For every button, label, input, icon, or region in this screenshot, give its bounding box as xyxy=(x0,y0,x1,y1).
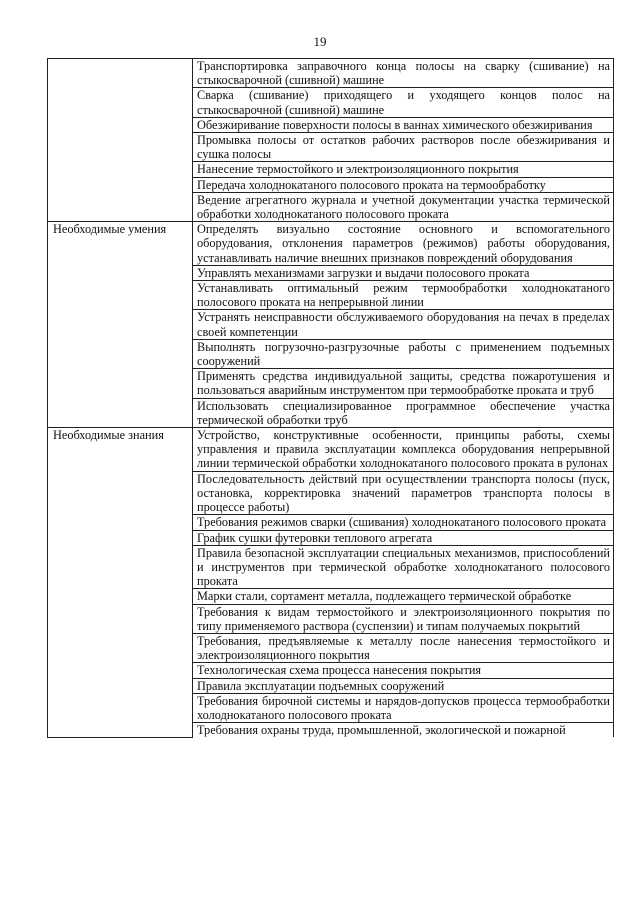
requirement-cell: Ведение агрегатного журнала и учетной документации участка термической обработки холоднокатаного полосового проката xyxy=(193,192,614,221)
section-heading-required-knowledge: Необходимые знания xyxy=(48,428,193,738)
requirement-cell: Управлять механизмами загрузки и выдачи полосового проката xyxy=(193,265,614,280)
requirement-cell: Требования режимов сварки (сшивания) холоднокатаного полосового проката xyxy=(193,515,614,530)
requirement-cell: Передача холоднокатаного полосового проката на термообработку xyxy=(193,177,614,192)
requirement-cell: Требования к видам термостойкого и электроизоляционного покрытия по типу применяемого раствора (суспензии) и типам получаемых покрытий xyxy=(193,604,614,633)
section-heading-required-skills: Необходимые умения xyxy=(48,222,193,428)
requirement-cell: Требования, предъявляемые к металлу после нанесения термостойкого и электроизоляционного покрытия xyxy=(193,633,614,662)
requirement-cell: Требования охраны труда, промышленной, экологической и пожарной xyxy=(193,723,614,738)
table-row xyxy=(48,222,614,266)
requirement-cell: Последовательность действий при осуществлении транспорта полосы (пуск, остановка, корректировка значений параметров транспорта полосы в процессе работы) xyxy=(193,471,614,515)
requirement-cell: Технологическая схема процесса нанесения покрытия xyxy=(193,663,614,678)
competency-table xyxy=(47,58,614,738)
requirement-cell: Применять средства индивидуальной защиты, средства пожаротушения и пользоваться аварийным инструментом при термообработке проката и труб xyxy=(193,369,614,398)
table-row xyxy=(48,59,614,88)
requirement-cell: Марки стали, сортамент металла, подлежащего термической обработке xyxy=(193,589,614,604)
requirement-cell: Выполнять погрузочно-разгрузочные работы с применением подъемных сооружений xyxy=(193,339,614,368)
requirement-cell: Транспортировка заправочного конца полосы на сварку (сшивание) на стыкосварочной (сшивной) машине xyxy=(193,59,614,88)
requirement-cell: Сварка (сшивание) приходящего и уходящего концов полос на стыкосварочной (сшивной) машине xyxy=(193,88,614,117)
requirement-cell: Правила безопасной эксплуатации специальных механизмов, приспособлений и инструментов при термической обработке холоднокатаного полосового проката xyxy=(193,545,614,589)
requirement-cell: Использовать специализированное программное обеспечение участка термической обработки труб xyxy=(193,398,614,427)
requirement-cell: Обезжиривание поверхности полосы в ваннах химического обезжиривания xyxy=(193,117,614,132)
competency-table-body xyxy=(48,59,614,738)
table-row xyxy=(48,428,614,472)
page-number: 19 xyxy=(313,34,327,49)
requirement-cell: Определять визуально состояние основного и вспомогательного оборудования, отклонения параметров (режимов) работы оборудования, устанавливать наличие внешних признаков повреждений оборудования xyxy=(193,222,614,266)
requirement-cell: Правила эксплуатации подъемных сооружений xyxy=(193,678,614,693)
requirement-cell: Требования бирочной системы и нарядов-допусков процесса термообработки холоднокатаного полосового проката xyxy=(193,693,614,722)
section-heading-labor-actions xyxy=(48,59,193,222)
requirement-cell: Устранять неисправности обслуживаемого оборудования на печах в пределах своей компетенции xyxy=(193,310,614,339)
requirement-cell: График сушки футеровки теплового агрегата xyxy=(193,530,614,545)
requirement-cell: Промывка полосы от остатков рабочих растворов после обезжиривания и сушка полосы xyxy=(193,133,614,162)
requirement-cell: Устройство, конструктивные особенности, принципы работы, схемы управления и правила эксплуатации комплекса оборудования непрерывной линии термической обработки холоднокатаного полосового проката в рулонах xyxy=(193,428,614,472)
requirement-cell: Нанесение термостойкого и электроизоляционного покрытия xyxy=(193,162,614,177)
requirement-cell: Устанавливать оптимальный режим термообработки холоднокатаного полосового проката на непрерывной линии xyxy=(193,281,614,310)
